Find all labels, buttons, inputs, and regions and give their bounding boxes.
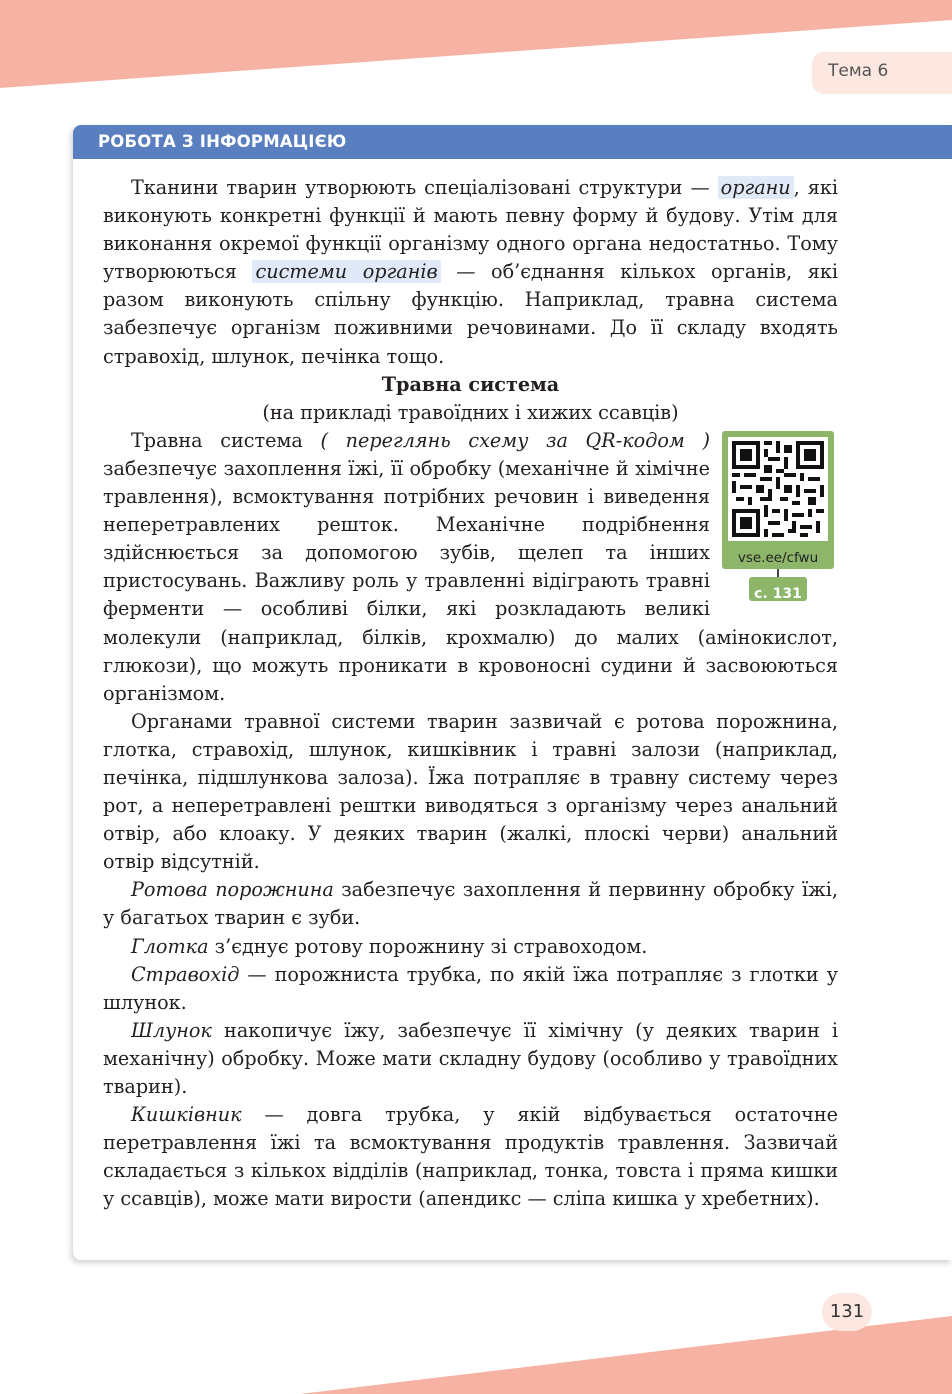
topic-tab: Тема 6 [812,52,952,94]
intro-paragraph [103,174,838,371]
organ-name: Ротова порожнина [131,878,334,902]
top-decoration [0,0,952,125]
organ-description: — порожниста трубка, по якій їжа потрапляє з глотки у шлунок. [103,962,838,1014]
term-organy: органи [718,176,794,199]
organ-description: — довга трубка, у якій відбувається остаточне перетравлення їжі та всмоктування продуктів травлення. Зазвичай складається з кількох відділів (наприклад, тонка, товста і пряма кишки у ссавців), може мати вирости (апендикс — сліпа кишка у хребетних). [103,1103,838,1211]
organ-name: Стравохід [131,962,240,986]
qr-url[interactable]: vse.ee/cfwu [737,549,819,566]
organs-paragraph: Органами травної системи тварин зазвичай є ротова порожнина, глотка, стравохід, шлунок, кишківник і травні залози (наприклад, печінка, підшлункова залоза). Їжа потрапляє в травну систему через рот, а неперетравлені рештки виводяться з організму через анальний отвір, або клоаку. У деяких тварин (жалкі, плоскі черви) анальний отвір відсутній. [103,709,838,874]
section-header-title: РОБОТА З ІНФОРМАЦІЄЮ [98,132,347,151]
section-header [73,125,952,159]
organ-description: забезпечує захоплення й первинну обробку їжі, у багатьох тварин є зуби. [103,878,838,930]
organ-item [103,1101,838,1213]
subsection-subtitle: (на прикладі травоїдних і хижих ссавців) [262,400,679,424]
organ-item [103,933,838,961]
subsection-title: Травна система [381,372,560,396]
intro-text-3: — об’єднання кількох органів, які разом виконують спільну функцію. Наприклад, травна система забезпечує організм поживними речовинами. До її складу входять стравохід, шлунок, печінка тощо. [103,260,839,368]
intro-text-1: Тканини тварин утворюють спеціалізовані структури — [131,176,718,199]
page-number: 131 [822,1293,872,1331]
digestion-text-1: Травна система [131,428,321,452]
organ-name: Шлунок [131,1018,212,1042]
term-systemy-organiv: системи органів [252,260,440,283]
organ-item [103,961,838,1017]
intro-text-2: , які виконують конкретні функції й мають певну форму й будову. Утім для виконання окремої функції організму одного органа недостатньо. Тому утворюються [103,176,838,284]
qr-code-block[interactable] [722,431,862,603]
bottom-decoration [0,1300,952,1394]
qr-hint: ( переглянь схему за QR-кодом ) [320,428,710,452]
organ-item [103,876,838,932]
body-text [103,174,838,1213]
organ-description: накопичує їжу, забезпечує її хімічну (у деяких тварин і механічну) обробку. Може мати складну будову (особливо у травоїдних тварин). [103,1018,838,1098]
organ-item [103,1017,838,1101]
digestion-text-2: забезпечує захоплення їжі, її обробку (механічне й хімічне травлення), всмоктування потрібних речовин і виведення неперетравлених решток. Механічне подрібнення здійснюється за допомогою зубів, щелеп та інших пристосувань. Важливу роль у травленні відіграють травні ферменти — особливі білки, які розкладають великі молекули (наприклад, білків, крохмалю) до малих (амінокислот, глюкози), що можуть проникати в кровоносні судини й засвоюються організмом. [103,456,838,705]
organ-name: Кишківник [131,1103,242,1127]
qr-page-reference: с. 131 [749,577,807,601]
qr-code-image[interactable] [728,437,828,541]
qr-code-icon [728,437,828,541]
organ-name: Глотка [131,934,209,958]
organ-description: з’єднує ротову порожнину зі стравоходом. [208,934,648,958]
qr-code-frame [722,431,834,569]
